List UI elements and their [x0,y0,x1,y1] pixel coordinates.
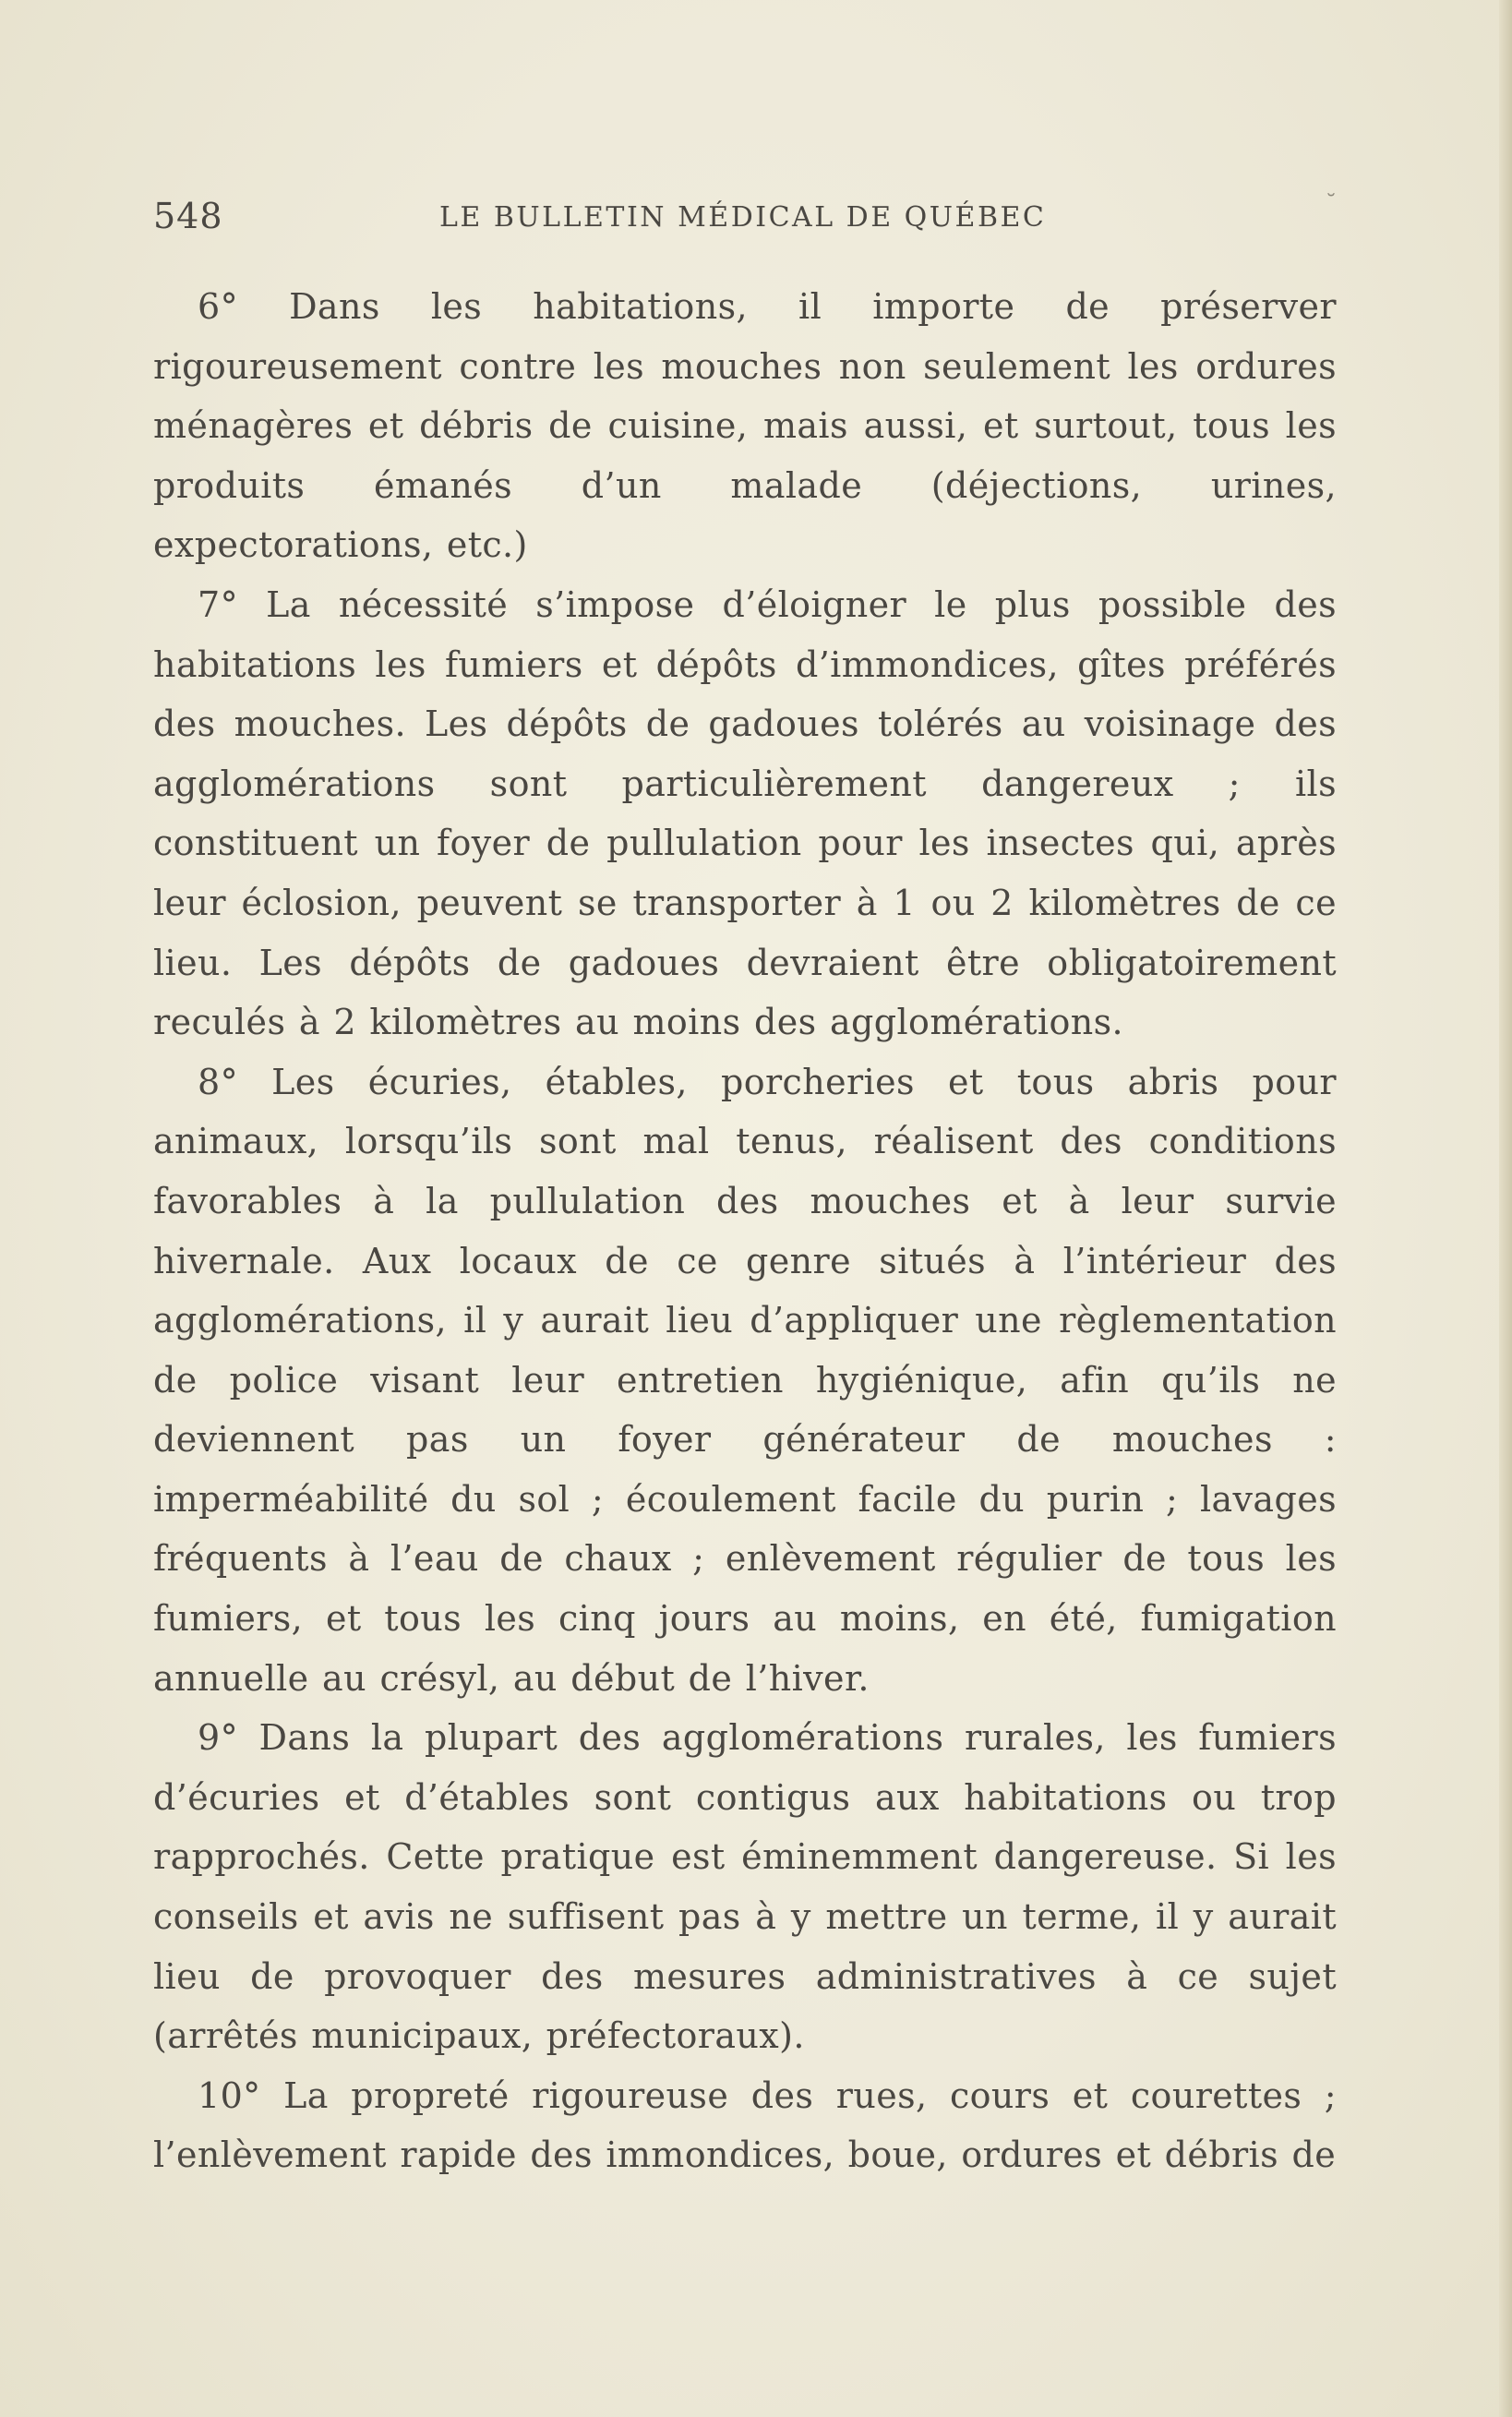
page-edge-shadow [1499,0,1512,2417]
paragraph-8: 8° Les écuries, étables, porcheries et tous abris pour animaux, lorsqu’ils sont mal tenus, réalisent des conditions favorables à la pullulation des mouches et à leur survie hivernale. Aux locaux de ce genre situés à l’intérieur des agglomérations, il y aurait lieu d’appliquer une règlementation de police visant leur entretien hygiénique, afin qu’ils ne deviennent pas un foyer générateur de mouches : imperméabilité du sol ; écoulement facile du purin ; lavages fréquents à l’eau de chaux ; enlèvement régulier de tous les fumiers, et tous les cinq jours au moins, en été, fumigation annuelle au crésyl, au début de l’hiver. [153,1061,1337,1699]
corner-mark: ˘ [1326,190,1337,216]
body-text [153,277,1337,2185]
page-header [153,192,1337,240]
paragraph-9: 9° Dans la plupart des agglomérations rurales, les fumiers d’écuries et d’étables sont contigus aux habitations ou trop rapprochés. Cette pratique est éminemment dangereuse. Si les conseils et avis ne suffisent pas à y mettre un terme, il y aurait lieu de provoquer des mesures administratives à ce sujet (arrêtés municipaux, préfectoraux). [153,1717,1337,2057]
paragraph-6: 6° Dans les habitations, il importe de préserver rigoureusement contre les mouches non seulement les ordures ménagères et débris de cuisine, mais aussi, et surtout, tous les produits émanés d’un malade (déjections, urines, expectorations, etc.) [153,286,1337,566]
page-number: 548 [153,196,223,236]
running-title: LE BULLETIN MÉDICAL DE QUÉBEC [439,201,1047,234]
paragraph-7: 7° La nécessité s’impose d’éloigner le plus possible des habitations les fumiers et dépôts d’immondices, gîtes préférés des mouches. Les dépôts de gadoues tolérés au voisinage des agglomérations sont particulièrement dangereux ; ils constituent un foyer de pullulation pour les insectes qui, après leur éclosion, peuvent se transporter à 1 ou 2 kilomètres de ce lieu. Les dépôts de gadoues devraient être obligatoirement reculés à 2 kilomètres au moins des agglomérations. [153,583,1337,1043]
paragraph-10: 10° La propreté rigoureuse des rues, cours et courettes ; l’enlèvement rapide des immondices, boue, ordures et débris de [153,2074,1337,2176]
